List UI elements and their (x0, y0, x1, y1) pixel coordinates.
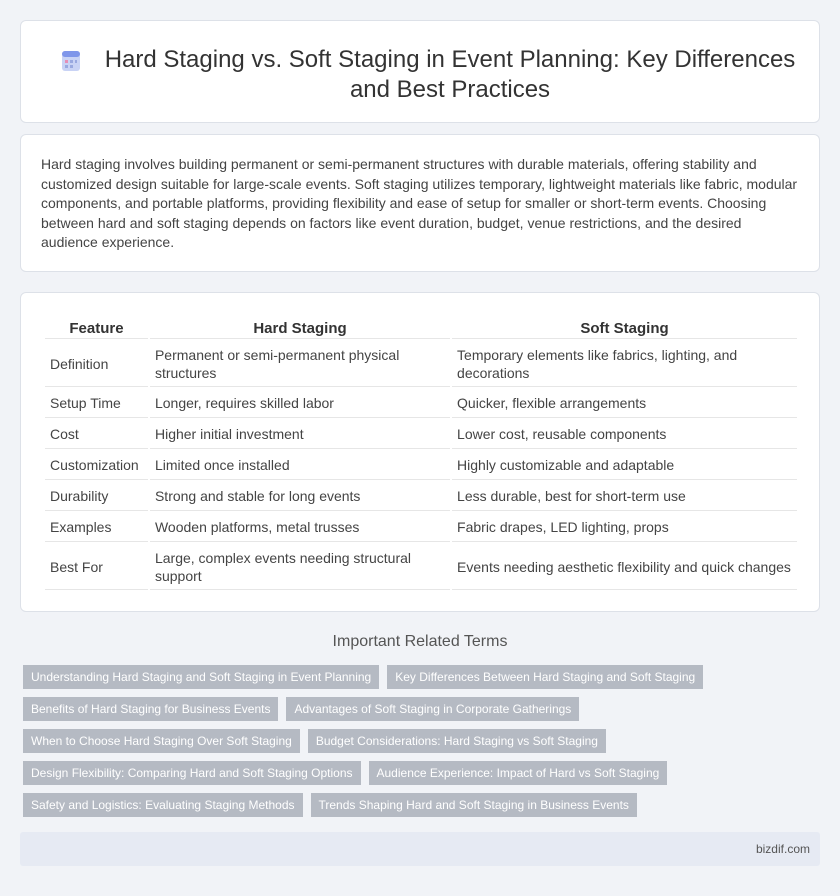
table-cell: Events needing aesthetic flexibility and quick changes (452, 544, 797, 590)
footer (20, 832, 820, 866)
table-cell: Longer, requires skilled labor (150, 389, 450, 418)
related-term-tag[interactable]: Understanding Hard Staging and Soft Staging in Event Planning (23, 665, 379, 689)
table-cell: Setup Time (45, 389, 148, 418)
table-cell: Customization (45, 451, 148, 480)
related-term-tag[interactable]: Safety and Logistics: Evaluating Staging Methods (23, 793, 303, 817)
title-card (20, 20, 820, 123)
related-term-tag[interactable]: Trends Shaping Hard and Soft Staging in Business Events (311, 793, 637, 817)
column-header: Hard Staging (150, 317, 450, 339)
related-term-tag[interactable]: Key Differences Between Hard Staging and Soft Staging (387, 665, 703, 689)
tag-row (23, 729, 823, 753)
table-header-row (45, 317, 797, 339)
related-term-tag[interactable]: Audience Experience: Impact of Hard vs Soft Staging (369, 761, 668, 785)
table-cell: Limited once installed (150, 451, 450, 480)
related-terms-list (23, 665, 823, 825)
tag-row (23, 761, 823, 785)
table-row (45, 451, 797, 480)
related-terms-heading: Important Related Terms (332, 633, 508, 650)
table-cell: Less durable, best for short-term use (452, 482, 797, 511)
table-cell: Large, complex events needing structural support (150, 544, 450, 590)
column-header: Feature (45, 317, 148, 339)
related-term-tag[interactable]: Budget Considerations: Hard Staging vs Soft Staging (308, 729, 606, 753)
table-cell: Definition (45, 341, 148, 387)
document-icon (59, 49, 83, 73)
table-cell: Permanent or semi-permanent physical structures (150, 341, 450, 387)
table-row (45, 420, 797, 449)
table-cell: Temporary elements like fabrics, lighting, and decorations (452, 341, 797, 387)
tag-row (23, 793, 823, 817)
table-cell: Cost (45, 420, 148, 449)
table-cell: Durability (45, 482, 148, 511)
comparison-card (20, 292, 820, 612)
table-cell: Best For (45, 544, 148, 590)
table-row (45, 482, 797, 511)
tag-row (23, 665, 823, 689)
table-row (45, 544, 797, 590)
page-title: Hard Staging vs. Soft Staging in Event Planning: Key Differences and Best Practices (104, 46, 796, 103)
table-row (45, 513, 797, 542)
related-term-tag[interactable]: When to Choose Hard Staging Over Soft Staging (23, 729, 300, 753)
table-cell: Lower cost, reusable components (452, 420, 797, 449)
footer-brand[interactable]: bizdif.com (755, 842, 810, 856)
table-row (45, 341, 797, 387)
table-cell: Strong and stable for long events (150, 482, 450, 511)
table-cell: Quicker, flexible arrangements (452, 389, 797, 418)
related-term-tag[interactable]: Design Flexibility: Comparing Hard and Soft Staging Options (23, 761, 361, 785)
related-term-tag[interactable]: Benefits of Hard Staging for Business Events (23, 697, 278, 721)
related-term-tag[interactable]: Advantages of Soft Staging in Corporate Gatherings (286, 697, 579, 721)
table-cell: Examples (45, 513, 148, 542)
comparison-table (43, 315, 799, 592)
tag-row (23, 697, 823, 721)
table-row (45, 389, 797, 418)
table-cell: Higher initial investment (150, 420, 450, 449)
table-cell: Fabric drapes, LED lighting, props (452, 513, 797, 542)
intro-paragraph: Hard staging involves building permanent or semi-permanent structures with durable materials, offering stability and customized design suitable for large-scale events. Soft staging utilizes temporary, lightweight materials like fabric, modular components, and portable platforms, providing flexibility and ease of setup for smaller or short-term events. Choosing between hard and soft staging depends on factors like event duration, budget, venue restrictions, and the desired audience experience. (41, 156, 798, 251)
table-cell: Wooden platforms, metal trusses (150, 513, 450, 542)
table-cell: Highly customizable and adaptable (452, 451, 797, 480)
column-header: Soft Staging (452, 317, 797, 339)
intro-card (20, 134, 820, 272)
